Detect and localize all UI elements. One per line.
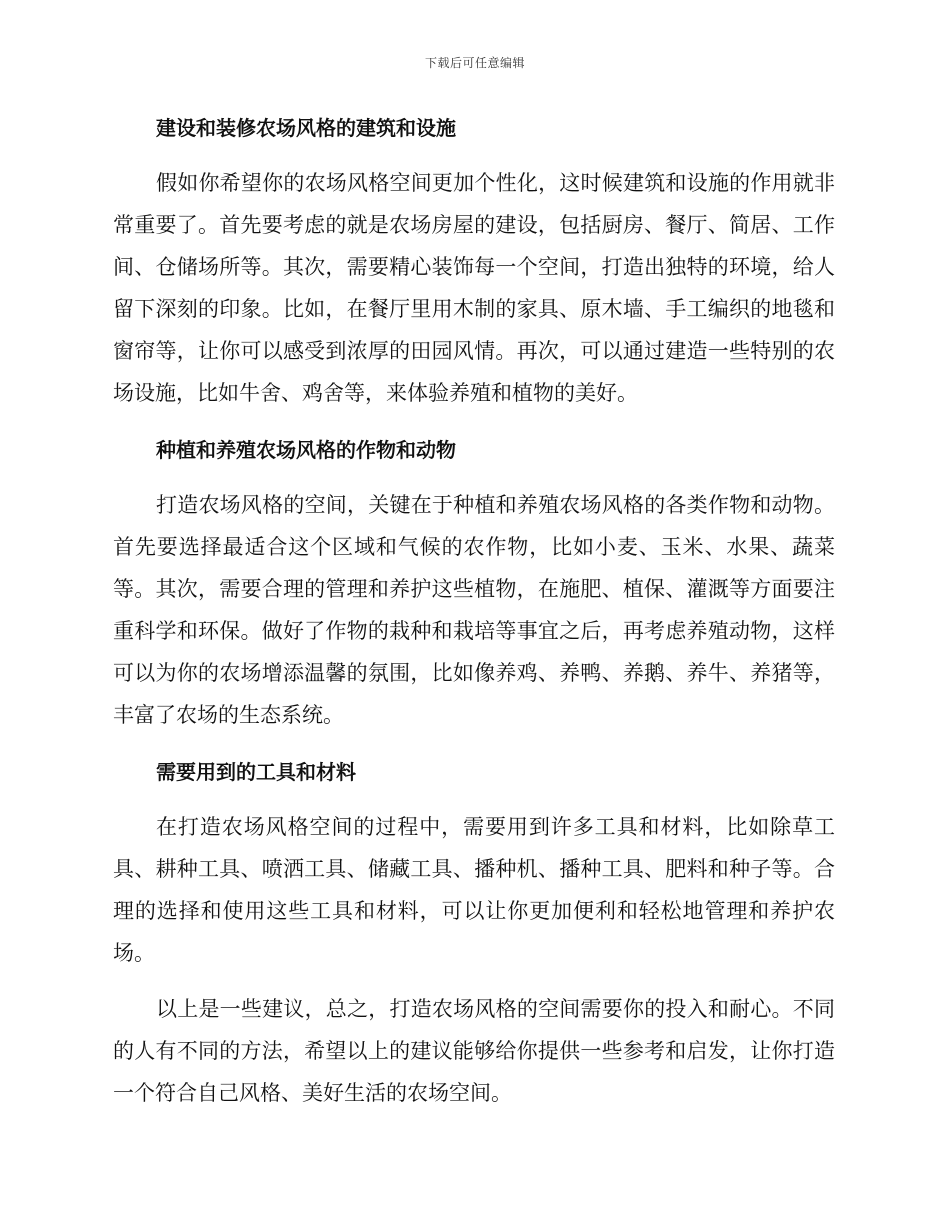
- header-note: 下载后可任意编辑: [424, 56, 525, 70]
- section-paragraph-crops-animals: 打造农场风格的空间，关键在于种植和养殖农场风格的各类作物和动物。首先要选择最适合这个区域和气候的农作物，比如小麦、玉米、水果、蔬菜等。其次，需要合理的管理和养护这些植物，在施肥、植保、灌溉等方面要注重科学和环保。做好了作物的栽种和栽培等事宜之后，再考虑养殖动物，这样可以为你的农场增添温馨的氛围，比如像养鸡、养鸭、养鹅、养牛、养猪等，丰富了农场的生态系统。: [113, 493, 835, 727]
- section-heading-crops-animals: 种植和养殖农场风格的作物和动物: [156, 438, 456, 462]
- section-paragraph-tools: 在打造农场风格空间的过程中，需要用到许多工具和材料，比如除草工具、耕种工具、喷洒工具、储藏工具、播种机、播种工具、肥料和种子等。合理的选择和使用这些工具和材料，可以让你更加便利和轻松地管理和养护农场。: [113, 815, 835, 965]
- section-heading-buildings: 建设和装修农场风格的建筑和设施: [156, 116, 456, 140]
- document-body: [113, 106, 835, 1114]
- section-heading-tools: 需要用到的工具和材料: [156, 760, 356, 784]
- conclusion-paragraph: 以上是一些建议，总之，打造农场风格的空间需要你的投入和耐心。不同的人有不同的方法，希望以上的建议能够给你提供一些参考和启发，让你打造一个符合自己风格、美好生活的农场空间。: [113, 997, 835, 1105]
- section-paragraph-buildings: 假如你希望你的农场风格空间更加个性化，这时候建筑和设施的作用就非常重要了。首先要考虑的就是农场房屋的建设，包括厨房、餐厅、简居、工作间、仓储场所等。其次，需要精心装饰每一个空间，打造出独特的环境，给人留下深刻的印象。比如，在餐厅里用木制的家具、原木墙、手工编织的地毯和窗帘等，让你可以感受到浓厚的田园风情。再次，可以通过建造一些特别的农场设施，比如牛舍、鸡舍等，来体验养殖和植物的美好。: [113, 171, 835, 405]
